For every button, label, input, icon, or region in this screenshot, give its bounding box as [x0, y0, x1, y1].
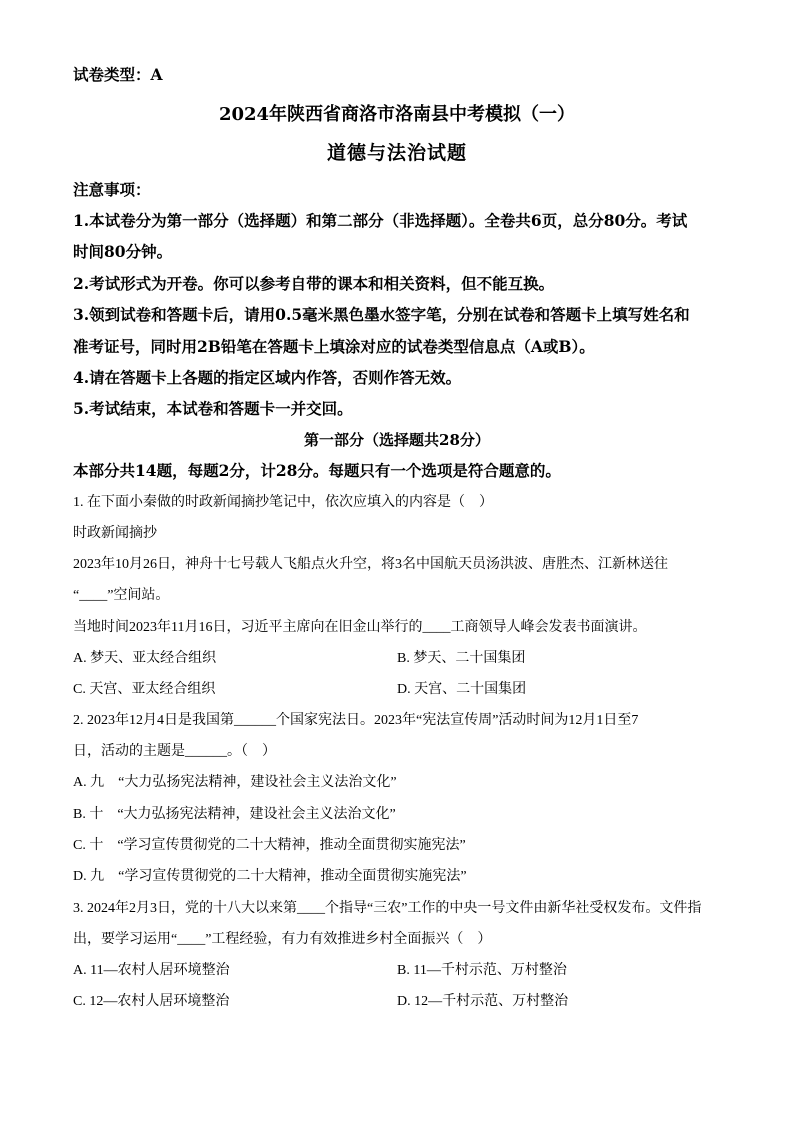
- question-2-stem: 2. 2023年12月4日是我国第______个国家宪法日。2023年“宪法宣传周”活动时间为12月1日至7: [73, 713, 639, 728]
- question-3-option-d: D. 12—千村示范、万村整治: [397, 994, 569, 1009]
- question-1-option-b: B. 梦天、二十国集团: [397, 651, 526, 666]
- question-1-line: “____”空间站。: [73, 588, 170, 603]
- question-3-option-c: C. 12—农村人居环境整治: [73, 994, 230, 1009]
- question-3-option-a: A. 11—农村人居环境整治: [73, 963, 230, 978]
- question-1-option-d: D. 天宫、二十国集团: [397, 682, 527, 697]
- question-2-option-c: C. 十 “学习宣传贯彻党的二十大精神，推动全面贯彻实施宪法”: [73, 838, 466, 853]
- notice-line: 5.考试结束，本试卷和答题卡一并交回。: [73, 399, 353, 418]
- question-1-stem: 1. 在下面小秦做的时政新闻摘抄笔记中，依次应填入的内容是（ ）: [73, 495, 493, 510]
- question-3-stem: 3. 2024年2月3日，党的十八大以来第____个指导“三农”工作的中央一号文件由新华社受权发布。文件指: [73, 901, 702, 916]
- notice-line: 2.考试形式为开卷。你可以参考自带的课本和相关资料，但不能互换。: [73, 274, 555, 293]
- question-1-line: 当地时间2023年11月16日，习近平主席向在旧金山举行的____工商领导人峰会发表书面演讲。: [73, 620, 647, 635]
- part-intro: 本部分共14题，每题2分，计28分。每题只有一个选项是符合题意的。: [73, 461, 561, 480]
- question-1-line: 时政新闻摘抄: [73, 526, 157, 541]
- question-2-option-d: D. 九 “学习宣传贯彻党的二十大精神，推动全面贯彻实施宪法”: [73, 869, 467, 884]
- notice-heading: 注意事项：: [73, 180, 151, 199]
- notice-line: 1.本试卷分为第一部分（选择题）和第二部分（非选择题）。全卷共6页，总分80分。考试: [73, 211, 688, 230]
- notice-line: 3.领到试卷和答题卡后，请用0.5毫米黑色墨水签字笔，分别在试卷和答题卡上填写姓名和: [73, 305, 690, 324]
- question-2-option-a: A. 九 “大力弘扬宪法精神，建设社会主义法治文化”: [73, 775, 397, 790]
- question-1-option-c: C. 天宫、亚太经合组织: [73, 682, 216, 697]
- exam-title: 2024年陕西省商洛市洛南县中考模拟（一）: [218, 104, 576, 125]
- question-1-option-a: A. 梦天、亚太经合组织: [73, 651, 217, 666]
- notice-line: 时间80分钟。: [73, 242, 173, 261]
- notice-line: 准考证号，同时用2B铅笔在答题卡上填涂对应的试卷类型信息点（A或B）。: [73, 337, 595, 356]
- paper-type-label: 试卷类型：A: [73, 65, 163, 84]
- question-3-option-b: B. 11—千村示范、万村整治: [397, 963, 567, 978]
- question-2-line: 日，活动的主题是______。（ ）: [73, 744, 276, 759]
- question-3-line: 出，要学习运用“____”工程经验，有力有效推进乡村全面振兴（ ）: [73, 932, 492, 947]
- exam-subject: 道德与法治试题: [326, 142, 467, 164]
- notice-line: 4.请在答题卡上各题的指定区域内作答，否则作答无效。: [73, 368, 462, 387]
- part-heading: 第一部分（选择题共28分）: [304, 431, 490, 449]
- question-2-option-b: B. 十 “大力弘扬宪法精神，建设社会主义法治文化”: [73, 807, 396, 822]
- question-1-line: 2023年10月26日，神舟十七号载人飞船点火升空，将3名中国航天员汤洪波、唐胜杰、江新林送往: [73, 557, 668, 572]
